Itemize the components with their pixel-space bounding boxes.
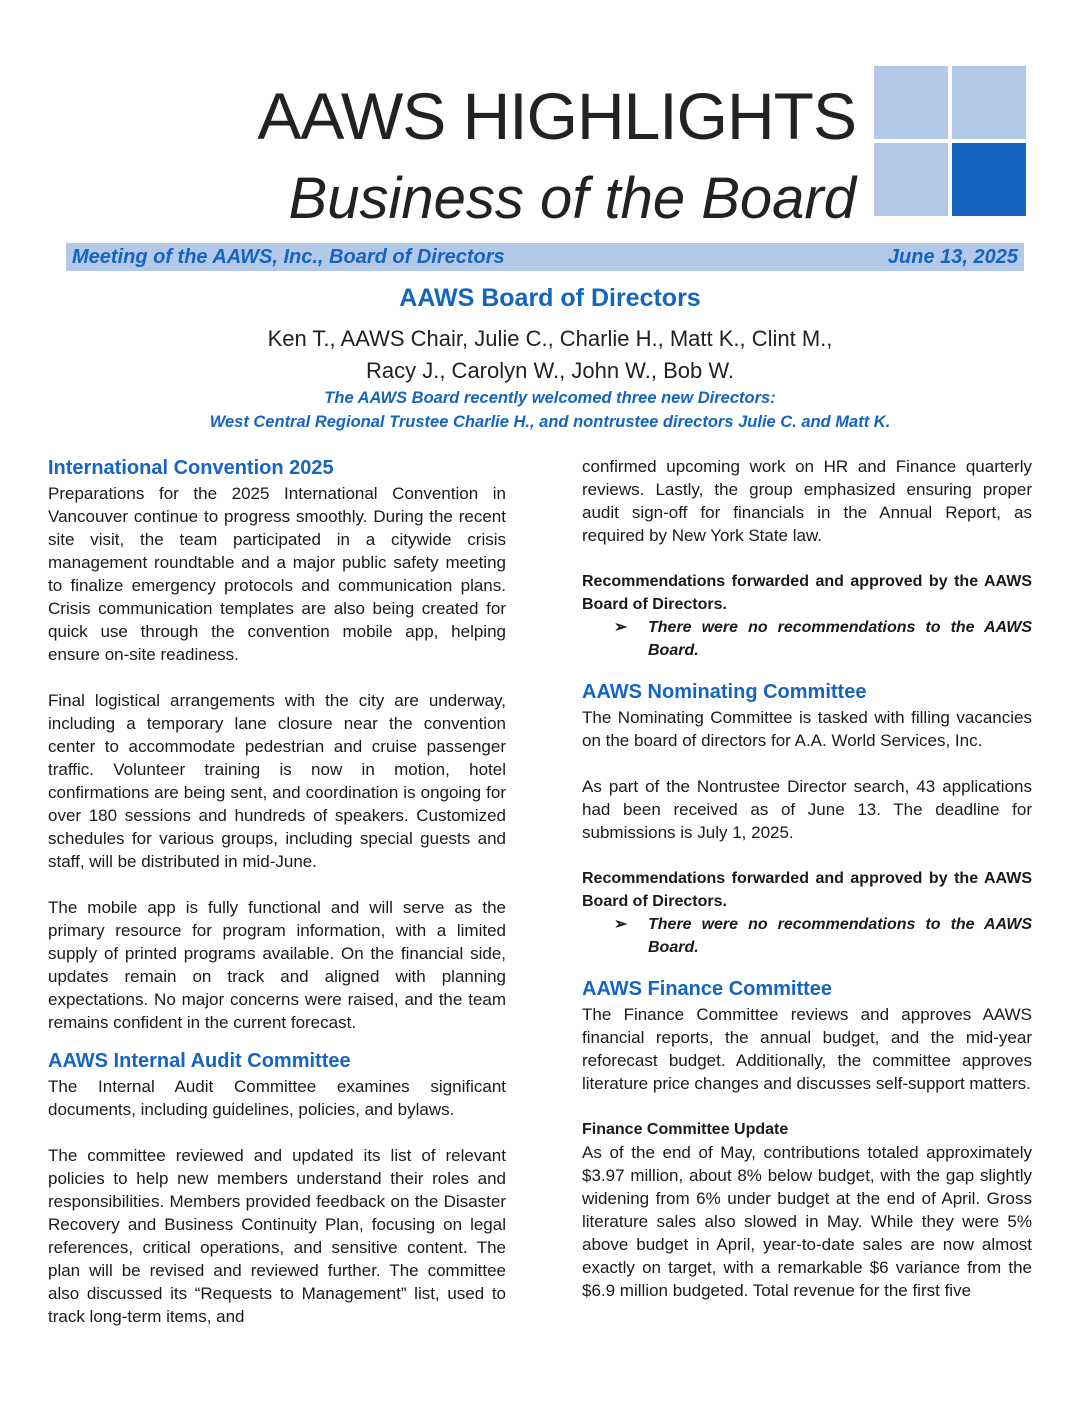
paragraph: Preparations for the 2025 International Convention in Vancouver continue to progress smoothly. During the recent site visit, the team participated in a citywide crisis management roundtable and a major public safety meeting to finalize emergency protocols and communication plans. Crisis communication templates are also being created for quick use through the convention mobile app, helping ensure on-site readiness.: [48, 484, 506, 664]
paragraph: The Nominating Committee is tasked with filling vacancies on the board of directors for A.A. World Services, Inc.: [582, 708, 1032, 750]
paragraph: Final logistical arrangements with the city are underway, including a temporary lane closure near the convention center to accommodate pedestrian and cruise passenger traffic. Volunteer training is now in motion, hotel confirmations are being sent, and coordination is ongoing for over 180 sessions and hundreds of speakers. Customized schedules for various groups, including special guests and staff, will be distributed in mid-June.: [48, 691, 506, 871]
meeting-name: Meeting of the AAWS, Inc., Board of Directors: [72, 245, 505, 268]
left-column: [48, 455, 506, 1328]
recommendation-item: ➢ There were no recommendations to the AAWS Board.: [614, 913, 1032, 959]
section-heading-nominating: AAWS Nominating Committee: [582, 681, 867, 703]
paragraph: confirmed upcoming work on HR and Finance quarterly reviews. Lastly, the group emphasized ensuring proper audit sign-off for financials in the Annual Report, as required by New York State law.: [582, 457, 1032, 545]
section-heading-convention: International Convention 2025: [48, 457, 334, 479]
right-column: [582, 455, 1032, 1302]
paragraph: As part of the Nontrustee Director search, 43 applications had been received as of June 13. The deadline for submissions is July 1, 2025.: [582, 777, 1032, 842]
section-heading-audit: AAWS Internal Audit Committee: [48, 1050, 351, 1072]
arrow-right-icon: ➢: [614, 916, 628, 933]
board-heading: AAWS Board of Directors: [399, 284, 701, 312]
blue-squares-logo-icon: [874, 66, 1026, 216]
logo-square: [874, 143, 948, 216]
newsletter-title: AAWS HIGHLIGHTS: [257, 79, 856, 153]
board-members-line: Ken T., AAWS Chair, Julie C., Charlie H., Matt K., Clint M.,: [267, 326, 833, 351]
recommendation-item: ➢ There were no recommendations to the AAWS Board.: [614, 616, 1032, 662]
paragraph: The mobile app is fully functional and will serve as the primary resource for program information, with a limited supply of printed programs available. On the financial side, updates remain on track and aligned with planning expectations. No major concerns were raised, and the team remains confident in the current forecast.: [48, 898, 506, 1032]
logo-square: [952, 66, 1026, 139]
newsletter-subtitle: Business of the Board: [288, 166, 856, 231]
section-heading-finance: AAWS Finance Committee: [582, 978, 833, 1000]
logo-square: [874, 66, 948, 139]
finance-update-heading: Finance Committee Update: [582, 1121, 789, 1138]
paragraph: The Finance Committee reviews and approves AAWS financial reports, the annual budget, and the mid-year reforecast budget. Additionally, the committee approves literature price changes and discusses self-support matters.: [582, 1005, 1032, 1093]
board-members-line: Racy J., Carolyn W., John W., Bob W.: [365, 358, 734, 383]
recommendations-heading: Recommendations forwarded and approved by the AAWS Board of Directors.: [582, 573, 1032, 613]
welcome-note: West Central Regional Trustee Charlie H., and nontrustee directors Julie C. and Matt K.: [209, 413, 891, 431]
logo-square-accent: [952, 143, 1026, 216]
paragraph: The committee reviewed and updated its list of relevant policies to help new members understand their roles and responsibilities. Members provided feedback on the Disaster Recovery and Business Continuity Plan, focusing on legal references, critical operations, and sensitive content. The plan will be revised and reviewed further. The committee also discussed its “Requests to Management” list, used to track long-term items, and: [48, 1146, 506, 1326]
recommendations-heading: Recommendations forwarded and approved by the AAWS Board of Directors.: [582, 870, 1032, 910]
arrow-right-icon: ➢: [614, 619, 628, 636]
paragraph: The Internal Audit Committee examines significant documents, including guidelines, policies, and bylaws.: [48, 1077, 506, 1119]
meeting-bar: [66, 243, 1024, 271]
paragraph: As of the end of May, contributions totaled approximately $3.97 million, about 8% below budget, with the gap slightly widening from 6% under budget at the end of April. Gross literature sales also slowed in May. While they were 5% above budget in April, year-to-date sales are now almost exactly on target, with a remarkable $6 variance from the $6.9 million budgeted. Total revenue for the first five: [582, 1143, 1032, 1300]
welcome-note: The AAWS Board recently welcomed three new Directors:: [324, 389, 776, 407]
meeting-date: June 13, 2025: [887, 245, 1018, 268]
